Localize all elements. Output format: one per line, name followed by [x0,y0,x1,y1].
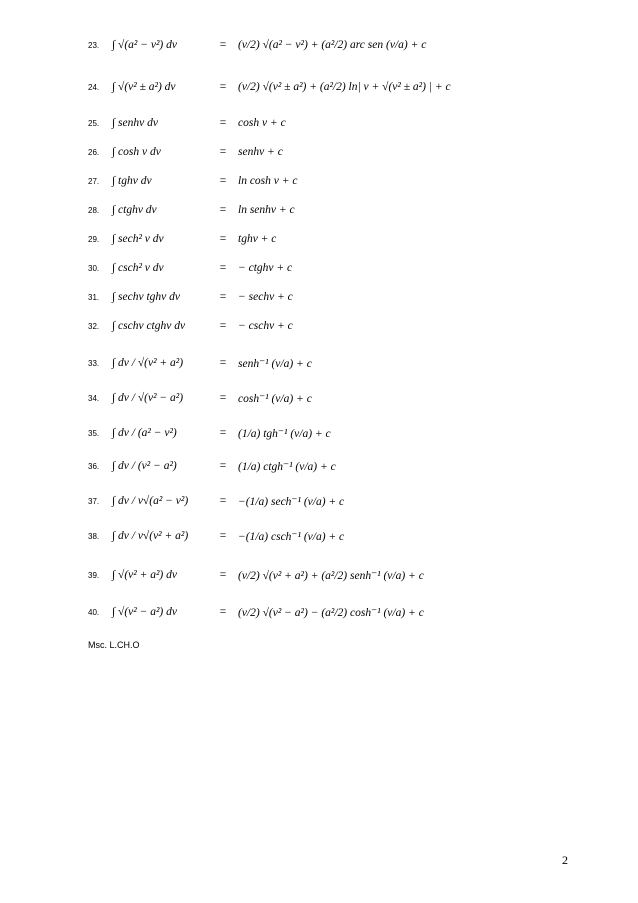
formula-row [88,253,292,283]
formula-row [88,597,424,627]
equals-sign: = [219,569,227,581]
equals-sign: = [219,460,227,472]
formula-number: 27. [88,176,100,186]
formula-row [88,30,426,60]
formula-row [88,195,295,225]
formula-result: − sechv + c [238,291,293,303]
formula-number: 31. [88,292,100,302]
formula-result: tghv + c [238,233,277,245]
formula-number: 30. [88,263,100,273]
equals-sign: = [219,427,227,439]
formula-number: 33. [88,358,100,368]
formula-row [88,166,298,196]
equals-sign: = [219,530,227,542]
formula-integral: ∫ ctghv dv [112,204,157,216]
equals-sign: = [219,117,227,129]
formula-integral: ∫ dv / (a² − v²) [112,427,177,439]
formula-result: (v/2) √(a² − v²) + (a²/2) arc sen (v/a) + c [238,39,427,51]
formula-integral: ∫ dv / √(v² + a²) [112,357,184,369]
formula-integral: ∫ dv / v√(v² + a²) [112,530,189,542]
formula-integral: ∫ cosh v dv [112,146,161,158]
formula-number: 36. [88,461,100,471]
formula-result: (v/2) √(v² + a²) + (a²/2) senh⁻¹ (v/a) + c [238,570,424,582]
formula-row [88,383,312,413]
formula-integral: ∫ sechv tghv dv [112,291,180,303]
formula-number: 32. [88,321,100,331]
formula-integral: ∫ cschv ctghv dv [112,320,186,332]
equals-sign: = [219,175,227,187]
formula-number: 40. [88,607,100,617]
equals-sign: = [219,392,227,404]
formula-number: 24. [88,82,100,92]
equals-sign: = [219,291,227,303]
formula-integral: ∫ √(v² + a²) dv [112,569,177,581]
equals-sign: = [219,146,227,158]
formula-result: senh⁻¹ (v/a) + c [238,358,312,370]
formula-row [88,282,293,312]
formula-number: 35. [88,428,100,438]
formula-row [88,418,331,448]
formula-result: − cschv + c [238,320,293,332]
formula-number: 26. [88,147,100,157]
equals-sign: = [219,320,227,332]
formula-result: ln cosh v + c [238,175,298,187]
formula-number: 25. [88,118,100,128]
formula-number: 34. [88,393,100,403]
formula-row [88,486,344,516]
equals-sign: = [219,81,227,93]
formula-result: ln senhv + c [238,204,295,216]
equals-sign: = [219,495,227,507]
formula-result: (v/2) √(v² − a²) − (a²/2) cosh⁻¹ (v/a) + c [238,607,424,619]
equals-sign: = [219,357,227,369]
formula-integral: ∫ csch² v dv [112,262,164,274]
formula-number: 39. [88,570,100,580]
formula-row [88,311,293,341]
formula-row [88,521,344,551]
formula-number: 38. [88,531,100,541]
formula-integral: ∫ dv / (v² − a²) [112,460,177,472]
equals-sign: = [219,204,227,216]
formula-result: senhv + c [238,146,283,158]
formula-row [88,72,451,102]
formula-integral: ∫ √(a² − v²) dv [112,39,177,51]
formula-row [88,451,336,481]
formula-row [88,137,283,167]
equals-sign: = [219,39,227,51]
formula-integral: ∫ tghv dv [112,175,152,187]
formula-integral: ∫ dv / √(v² − a²) [112,392,184,404]
formula-row [88,224,276,254]
formula-result: cosh v + c [238,117,286,129]
formula-number: 37. [88,496,100,506]
formula-integral: ∫ √(v² ± a²) dv [112,81,176,93]
formula-result: (1/a) ctgh⁻¹ (v/a) + c [238,461,336,473]
formula-result: (v/2) √(v² ± a²) + (a²/2) ln| v + √(v² ± a²) | + c [238,81,451,93]
author-footer: Msc. L.CH.O [88,640,140,650]
formula-row [88,560,424,590]
formula-result: −(1/a) csch⁻¹ (v/a) + c [238,531,345,543]
formula-number: 28. [88,205,100,215]
formula-integral: ∫ senhv dv [112,117,158,129]
formula-result: −(1/a) sech⁻¹ (v/a) + c [238,496,345,508]
equals-sign: = [219,606,227,618]
page-number: 2 [562,853,568,867]
formula-number: 29. [88,234,100,244]
formula-row [88,108,286,138]
formula-result: − ctghv + c [238,262,293,274]
formula-result: cosh⁻¹ (v/a) + c [238,393,312,405]
formula-row [88,348,312,378]
equals-sign: = [219,233,227,245]
formula-number: 23. [88,40,100,50]
formula-integral: ∫ √(v² − a²) dv [112,606,177,618]
equals-sign: = [219,262,227,274]
formula-result: (1/a) tgh⁻¹ (v/a) + c [238,428,331,440]
formula-integral: ∫ dv / v√(a² − v²) [112,495,189,507]
formula-integral: ∫ sech² v dv [112,233,164,245]
